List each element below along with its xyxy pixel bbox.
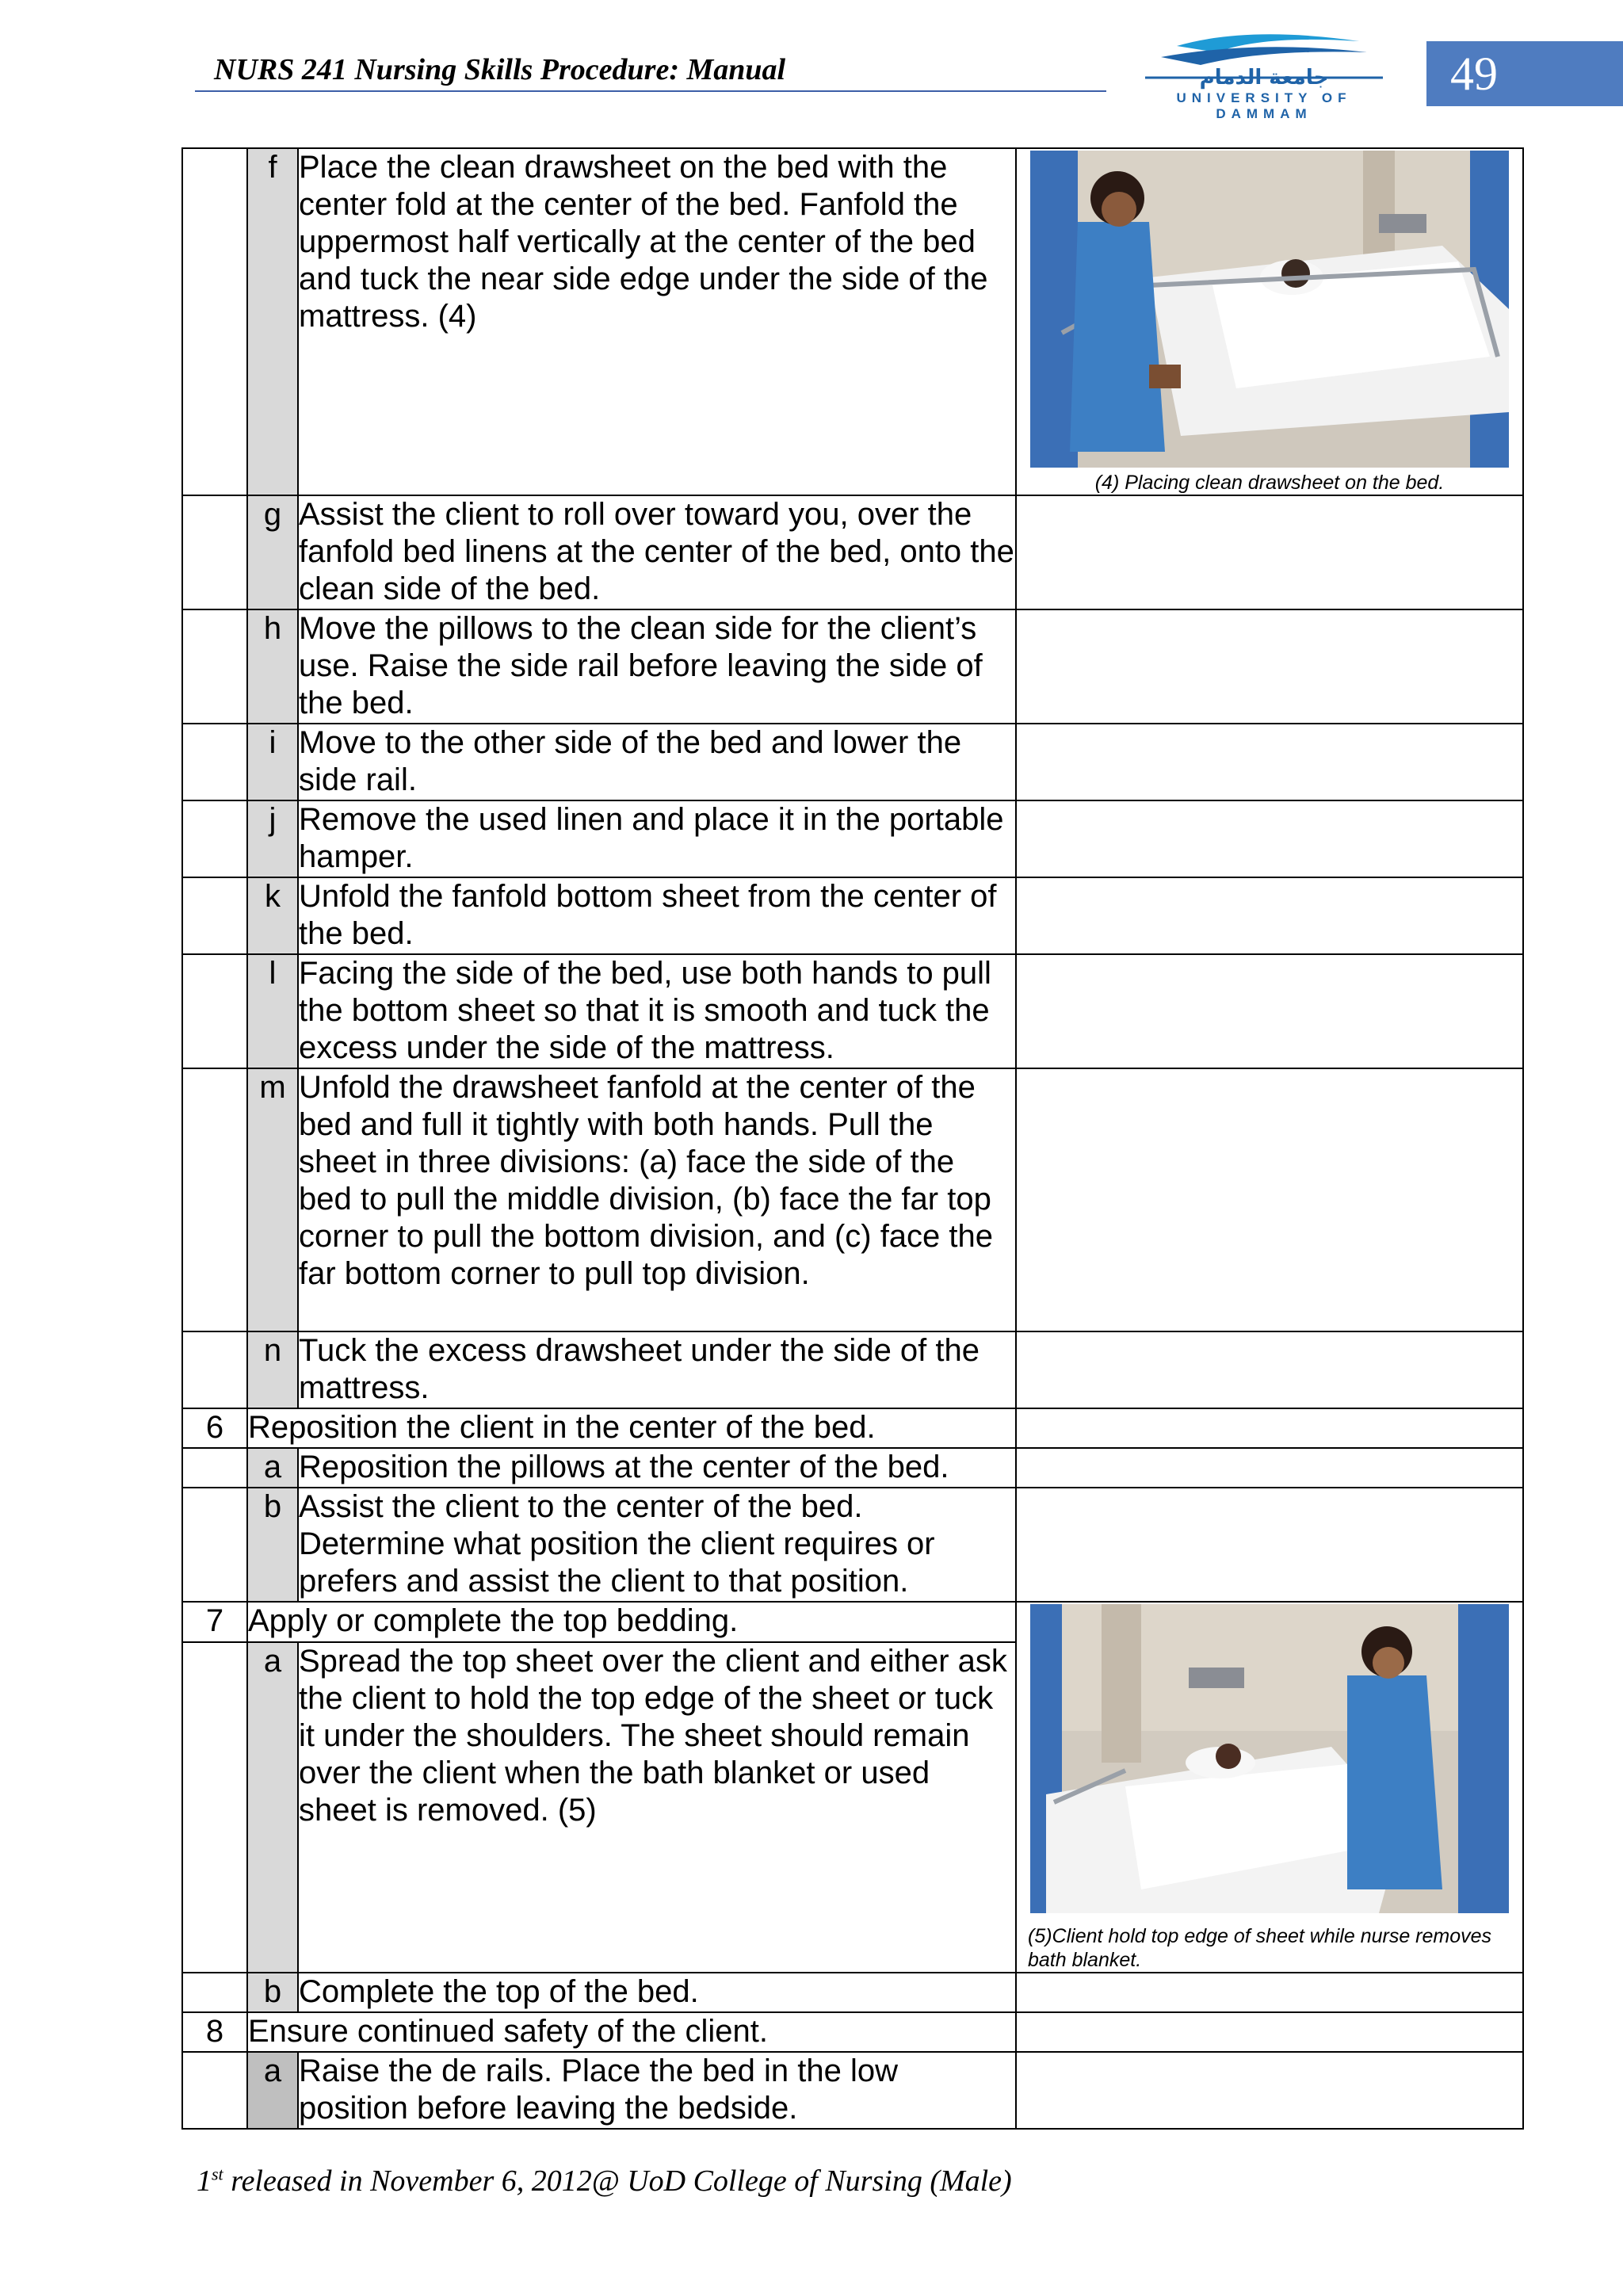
- figure-cell: [1016, 1602, 1523, 1973]
- drawsheet-photo: [1030, 151, 1509, 468]
- top-sheet-photo: [1030, 1604, 1509, 1913]
- step-number-cell: [182, 148, 247, 495]
- empty-figure-cell: [1016, 1488, 1523, 1602]
- empty-figure-cell: [1016, 724, 1523, 800]
- empty-figure-cell: [1016, 1448, 1523, 1488]
- substep-letter: n: [247, 1331, 298, 1408]
- table-row: [182, 1448, 1523, 1488]
- header-rule: [195, 90, 1106, 92]
- step-text: Reposition the client in the center of the bed.: [247, 1408, 1016, 1448]
- manual-title: NURS 241 Nursing Skills Procedure: Manual: [214, 53, 786, 86]
- step-number: 8: [182, 2012, 247, 2052]
- table-row: [182, 609, 1523, 724]
- substep-text: Place the clean drawsheet on the bed with the center fold at the center of the bed. Fanfold the uppermost half vertically at the center of the bed and tuck the near side edge under the side of the mattress. (4): [298, 148, 1016, 495]
- university-logo: [1129, 30, 1399, 121]
- table-row: [182, 800, 1523, 877]
- substep-letter: b: [247, 1488, 298, 1602]
- substep-text: Complete the top of the bed.: [298, 1973, 1016, 2012]
- footer-prefix: 1: [197, 2164, 212, 2198]
- table-row: [182, 2052, 1523, 2129]
- substep-text: Unfold the drawsheet fanfold at the center of the bed and full it tightly with both hands. Pull the sheet in three divisions: (a) face the side of the bed to pull the middle division, (b) face the far top corner to pull the bottom division, and (c) face the far bottom corner to pull top division.: [298, 1068, 1016, 1331]
- empty-figure-cell: [1016, 495, 1523, 609]
- substep-letter: l: [247, 954, 298, 1068]
- substep-letter: a: [247, 1448, 298, 1488]
- empty-figure-cell: [1016, 954, 1523, 1068]
- table-row: [182, 2012, 1523, 2052]
- empty-figure-cell: [1016, 2012, 1523, 2052]
- substep-text: Tuck the excess drawsheet under the side of the mattress.: [298, 1331, 1016, 1408]
- substep-letter: h: [247, 609, 298, 724]
- empty-figure-cell: [1016, 1408, 1523, 1448]
- substep-text: Raise the de rails. Place the bed in the low position before leaving the bedside.: [298, 2052, 1016, 2129]
- empty-figure-cell: [1016, 800, 1523, 877]
- substep-letter: b: [247, 1973, 298, 2012]
- figure-cell: [1016, 148, 1523, 495]
- table-row: [182, 724, 1523, 800]
- substep-letter: a: [247, 1642, 298, 1973]
- table-row: [182, 1488, 1523, 1602]
- step-text: Apply or complete the top bedding.: [247, 1602, 1016, 1642]
- table-row: [182, 877, 1523, 954]
- substep-letter: f: [247, 148, 298, 495]
- substep-letter: k: [247, 877, 298, 954]
- empty-figure-cell: [1016, 609, 1523, 724]
- table-row: [182, 1331, 1523, 1408]
- procedure-table: [181, 147, 1524, 2130]
- substep-text: Move the pillows to the clean side for the client’s use. Raise the side rail before leaving the side of the bed.: [298, 609, 1016, 724]
- table-row: [182, 954, 1523, 1068]
- substep-text: Spread the top sheet over the client and either ask the client to hold the top edge of the sheet or tuck it under the shoulders. The sheet should remain over the client when the bath blanket or used sheet is removed. (5): [298, 1642, 1016, 1973]
- substep-letter: i: [247, 724, 298, 800]
- substep-text: Unfold the fanfold bottom sheet from the center of the bed.: [298, 877, 1016, 954]
- table-row: [182, 495, 1523, 609]
- substep-text: Reposition the pillows at the center of the bed.: [298, 1448, 1016, 1488]
- empty-figure-cell: [1016, 2052, 1523, 2129]
- substep-text: Assist the client to roll over toward you, over the fanfold bed linens at the center of the bed, onto the clean side of the bed.: [298, 495, 1016, 609]
- empty-figure-cell: [1016, 1068, 1523, 1331]
- logo-arabic-text: جامعة الدمام: [1199, 66, 1329, 90]
- substep-text: Remove the used linen and place it in the portable hamper.: [298, 800, 1016, 877]
- substep-letter: g: [247, 495, 298, 609]
- page-number: 49: [1426, 41, 1623, 106]
- logo-english-text: UNIVERSITY OF DAMMAM: [1176, 90, 1352, 121]
- step-number: 7: [182, 1602, 247, 1642]
- figure-5-caption: (5)Client hold top edge of sheet while nurse removes bath blanket.: [1028, 1925, 1492, 1971]
- substep-text: Assist the client to the center of the bed. Determine what position the client requires or prefers and assist the client to that position.: [298, 1488, 1016, 1602]
- table-row: [182, 1408, 1523, 1448]
- substep-letter: a: [247, 2052, 298, 2129]
- step-number: 6: [182, 1408, 247, 1448]
- substep-text: Facing the side of the bed, use both hands to pull the bottom sheet so that it is smooth and tuck the excess under the side of the mattress.: [298, 954, 1016, 1068]
- step-text: Ensure continued safety of the client.: [247, 2012, 1016, 2052]
- empty-figure-cell: [1016, 1331, 1523, 1408]
- substep-letter: m: [247, 1068, 298, 1331]
- table-row: [182, 1602, 1523, 1642]
- empty-figure-cell: [1016, 877, 1523, 954]
- substep-letter: j: [247, 800, 298, 877]
- substep-text: Move to the other side of the bed and lower the side rail.: [298, 724, 1016, 800]
- footer-superscript: st: [212, 2164, 223, 2184]
- table-row: [182, 1068, 1523, 1331]
- page-footer: [197, 2164, 1012, 2199]
- empty-figure-cell: [1016, 1973, 1523, 2012]
- table-row: [182, 148, 1523, 495]
- table-row: [182, 1973, 1523, 2012]
- figure-4-caption: (4) Placing clean drawsheet on the bed.: [1094, 472, 1445, 494]
- footer-text: released in November 6, 2012@ UoD College of Nursing (Male): [223, 2164, 1012, 2198]
